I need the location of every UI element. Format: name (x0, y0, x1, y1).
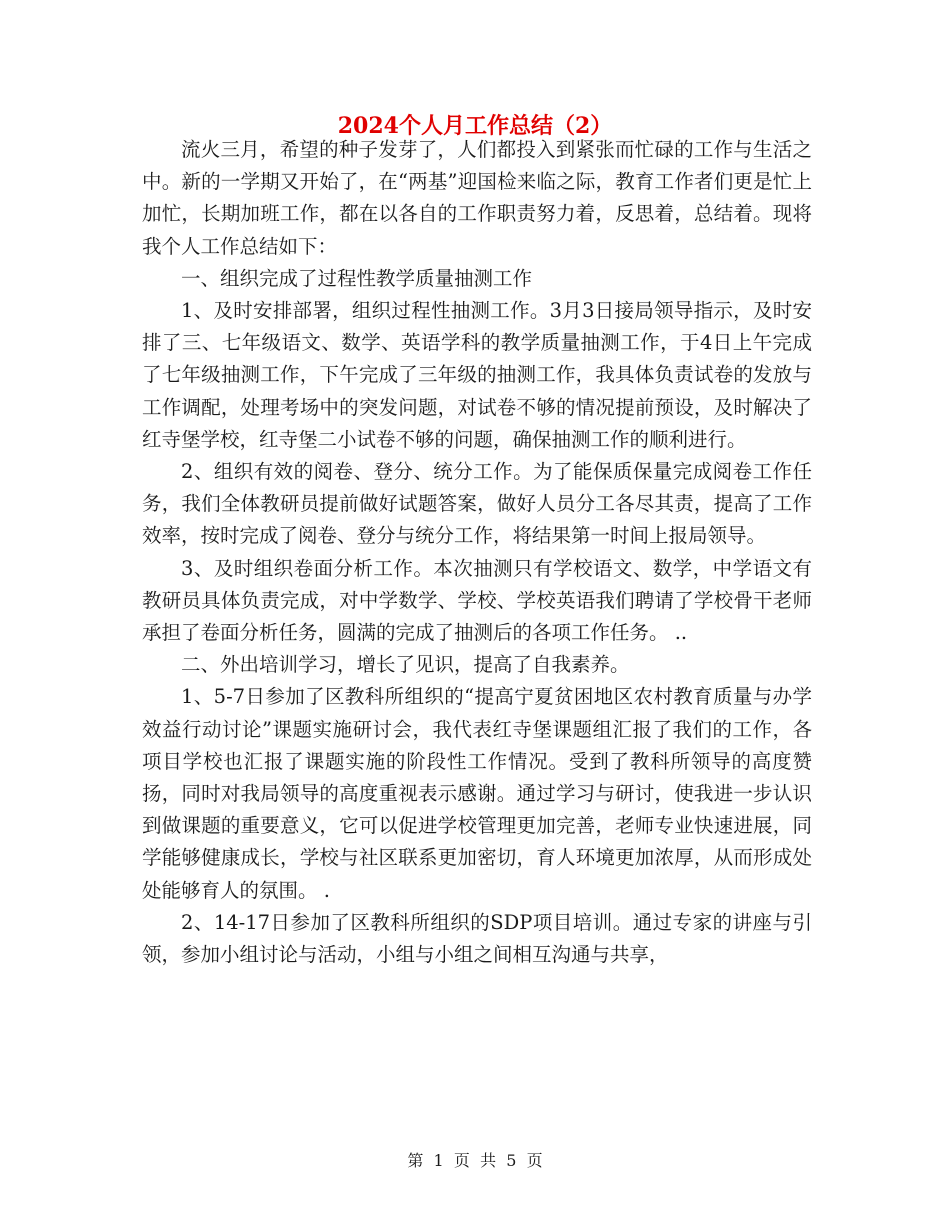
paragraph-2-2: 2、14-17日参加了区教科所组织的SDP项目培训。通过专家的讲座与引领，参加小组讨论与活动，小组与小组之间相互沟通与共享， (142, 910, 812, 967)
section-heading-2: 二、外出培训学习，增长了见识，提高了自我素养。 (181, 653, 630, 677)
paragraph-intro: 流火三月，希望的种子发芽了，人们都投入到紧张而忙碌的工作与生活之中。新的一学期又开始了，在“两基”迎国检来临之际，教育工作者们更是忙上加忙，长期加班工作，都在以各自的工作职责努力着，反思着，总结着。现将我个人工作总结如下： (142, 138, 812, 258)
paragraph-1-2: 2、组织有效的阅卷、登分、统分工作。为了能保质保量完成阅卷工作任务，我们全体教研员提前做好试题答案，做好人员分工各尽其责，提高了工作效率，按时完成了阅卷、登分与统分工作，将结果第一时间上报局领导。 (142, 460, 812, 548)
paragraph-2-1: 1、5-7日参加了区教科所组织的“提高宁夏贫困地区农村教育质量与办学效益行动讨论”课题实施研讨会，我代表红寺堡课题组汇报了我们的工作，各项目学校也汇报了课题实施的阶段性工作情况。受到了教科所领导的高度赞扬，同时对我局领导的高度重视表示感谢。通过学习与研讨，使我进一步认识到做课题的重要意义，它可以促进学校管理更加完善，老师专业快速进展，同学能够健康成长，学校与社区联系更加密切，育人环境更加浓厚，从而形成处处能够育人的氛围。 . (142, 685, 812, 902)
document-body (142, 134, 812, 971)
paragraph-1-3: 3、及时组织卷面分析工作。本次抽测只有学校语文、数学，中学语文有教研员具体负责完成，对中学数学、学校、学校英语我们聘请了学校骨干老师承担了卷面分析任务，圆满的完成了抽测后的各项工作任务。 .. (142, 556, 812, 645)
section-heading-1: 一、组织完成了过程性教学质量抽测工作 (181, 266, 533, 290)
page-number-footer: 第 1 页 共 5 页 (407, 1151, 543, 1170)
paragraph-1-1: 1、及时安排部署，组织过程性抽测工作。3月3日接局领导指示，及时安排了三、七年级语文、数学、英语学科的教学质量抽测工作，于4日上午完成了七年级抽测工作，下午完成了三年级的抽测工作，我具体负责试卷的发放与工作调配，处理考场中的突发问题，对试卷不够的情况提前预设，及时解决了红寺堡学校，红寺堡二小试卷不够的问题，确保抽测工作的顺利进行。 (142, 299, 812, 451)
document-title: 2024个人月工作总结（2） (337, 113, 613, 139)
